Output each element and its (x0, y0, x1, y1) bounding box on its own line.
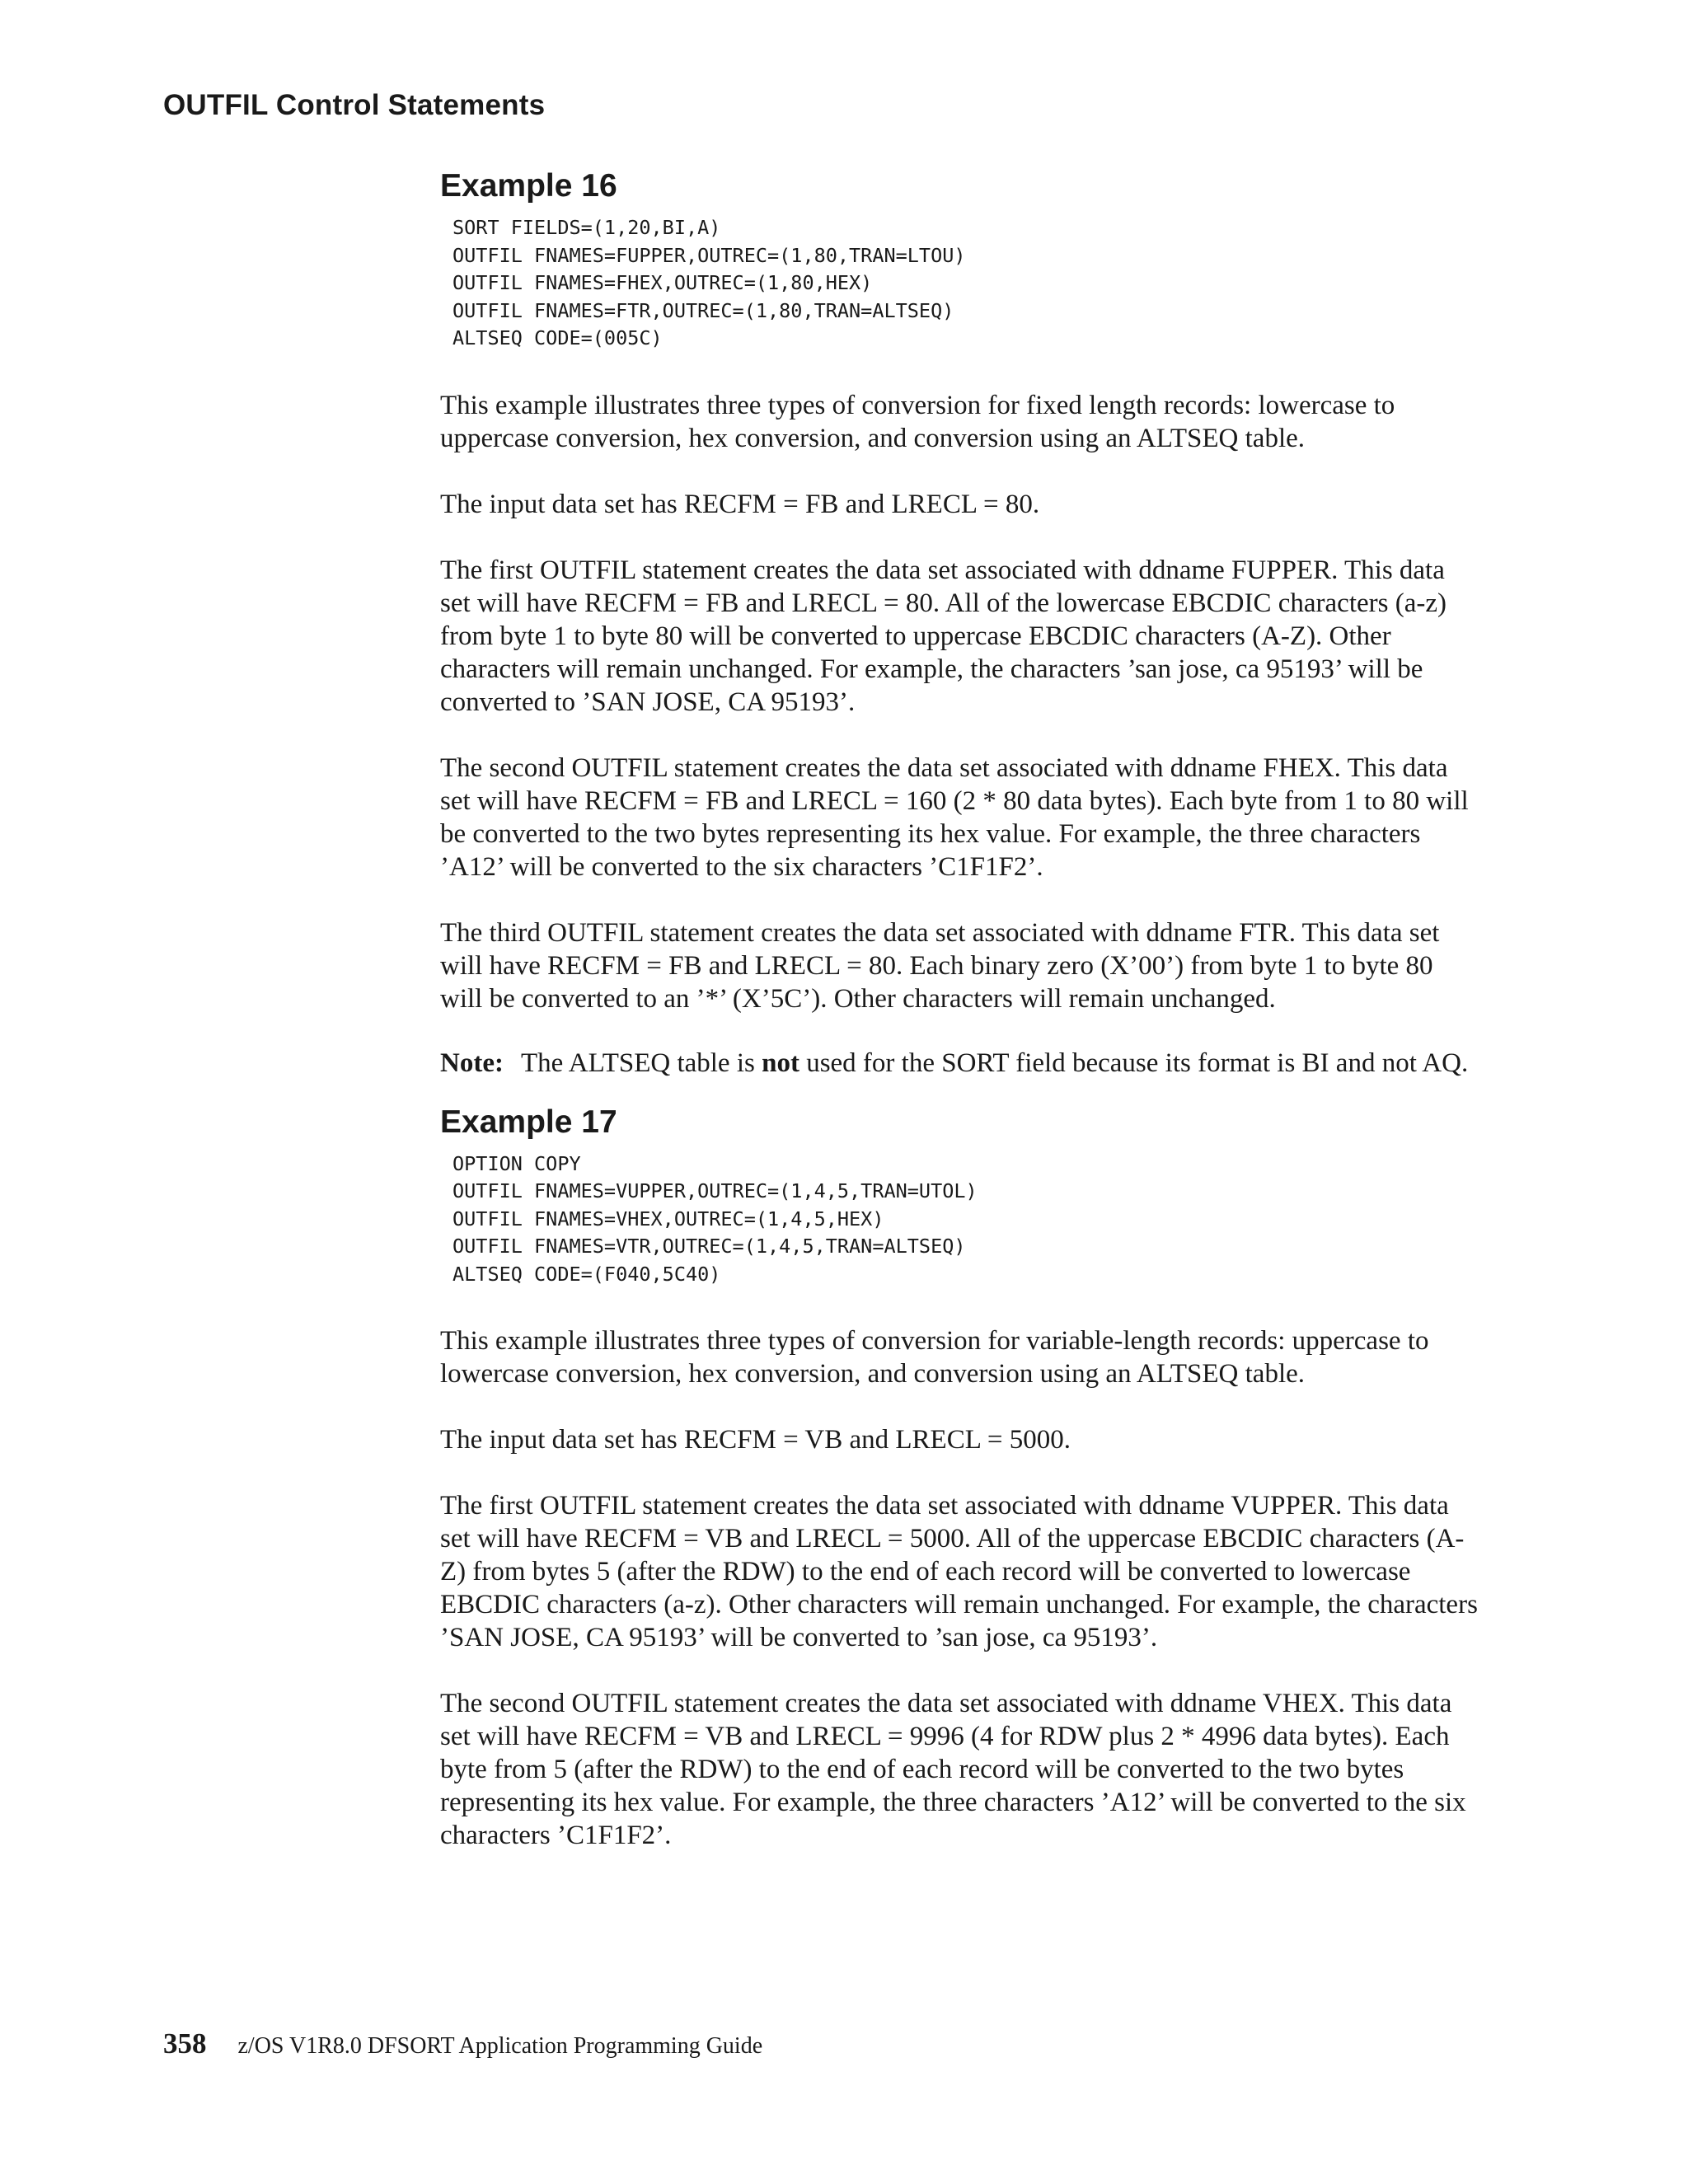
paragraph: The input data set has RECFM = VB and LRECL = 5000. (440, 1425, 1071, 1455)
page-number: 358 (163, 2027, 207, 2060)
code-line: SORT FIELDS=(1,20,BI,A) (452, 216, 721, 239)
example-17-code (452, 1151, 1479, 1289)
code-line: OPTION COPY (452, 1151, 581, 1175)
example-17-title: Example 17 (440, 1104, 617, 1140)
paragraph: The third OUTFIL statement creates the data set associated with ddname FTR. This data set will have RECFM = FB and LRECL = 80. Each binary zero (X’00’) from byte 1 to byte 80 will be converted to an ’*’ (X’5C’). Other characters will remain unchanged. (440, 917, 1440, 1014)
note-text-bold: not (762, 1047, 799, 1078)
code-line: ALTSEQ CODE=(F040,5C40) (452, 1262, 721, 1286)
paragraph: The first OUTFIL statement creates the data set associated with ddname VUPPER. This data set will have RECFM = VB and LRECL = 5000. All of the uppercase EBCDIC characters (A-Z) from bytes 5 (after the RDW) to the end of each record will be converted to lowercase EBCDIC characters (a-z). Other characters will remain unchanged. For example, the characters ’SAN JOSE, CA 95193’ will be converted to ’san jose, ca 95193’. (440, 1491, 1478, 1652)
code-line: OUTFIL FNAMES=VHEX,OUTREC=(1,4,5,HEX) (452, 1207, 884, 1230)
code-line: ALTSEQ CODE=(005C) (452, 326, 663, 349)
book-title: z/OS V1R8.0 DFSORT Application Programming Guide (237, 2033, 763, 2059)
page-footer (163, 2027, 762, 2060)
paragraph: The input data set has RECFM = FB and LRECL = 80. (440, 489, 1040, 519)
example-16-code (452, 214, 1479, 353)
note (440, 1047, 1479, 1080)
code-line: OUTFIL FNAMES=FHEX,OUTREC=(1,80,HEX) (452, 271, 873, 294)
note-text (521, 1047, 1468, 1080)
code-line: OUTFIL FNAMES=VUPPER,OUTREC=(1,4,5,TRAN=UTOL) (452, 1179, 978, 1202)
running-head: OUTFIL Control Statements (163, 89, 546, 121)
paragraph: The first OUTFIL statement creates the data set associated with ddname FUPPER. This data set will have RECFM = FB and LRECL = 80. All of the lowercase EBCDIC characters (a-z) from byte 1 to byte 80 will be converted to uppercase EBCDIC characters (A-Z). Other characters will remain unchanged. For example, the characters ’san jose, ca 95193’ will be converted to ’SAN JOSE, CA 95193’. (440, 555, 1447, 717)
code-line: OUTFIL FNAMES=FTR,OUTREC=(1,80,TRAN=ALTSEQ) (452, 298, 954, 322)
paragraph: This example illustrates three types of conversion for fixed length records: lowercase to uppercase conversion, hex conversion, and conversion using an ALTSEQ table. (440, 390, 1395, 453)
paragraph: The second OUTFIL statement creates the data set associated with ddname FHEX. This data set will have RECFM = FB and LRECL = 160 (2 * 80 data bytes). Each byte from 1 to 80 will be converted to the two bytes representing its hex value. For example, the three characters ’A12’ will be converted to the six characters ’C1F1F2’. (440, 752, 1469, 882)
example-16-title: Example 16 (440, 168, 617, 204)
paragraph: This example illustrates three types of conversion for variable-length records: uppercase to lowercase conversion, hex conversion, and conversion using an ALTSEQ table. (440, 1326, 1429, 1389)
code-line: OUTFIL FNAMES=VTR,OUTREC=(1,4,5,TRAN=ALTSEQ) (452, 1235, 966, 1258)
code-line: OUTFIL FNAMES=FUPPER,OUTREC=(1,80,TRAN=LTOU) (452, 243, 966, 267)
paragraph: The second OUTFIL statement creates the data set associated with ddname VHEX. This data set will have RECFM = VB and LRECL = 9996 (4 for RDW plus 2 * 4996 data bytes). Each byte from 5 (after the RDW) to the end of each record will be converted to the two bytes representing its hex value. For example, the three characters ’A12’ will be converted to the six characters ’C1F1F2’. (440, 1689, 1466, 1850)
page-content (440, 165, 1479, 1885)
note-text-before: The ALTSEQ table is (521, 1047, 762, 1078)
note-label: Note: (440, 1047, 504, 1078)
note-text-after: used for the SORT field because its format is BI and not AQ. (799, 1047, 1469, 1078)
